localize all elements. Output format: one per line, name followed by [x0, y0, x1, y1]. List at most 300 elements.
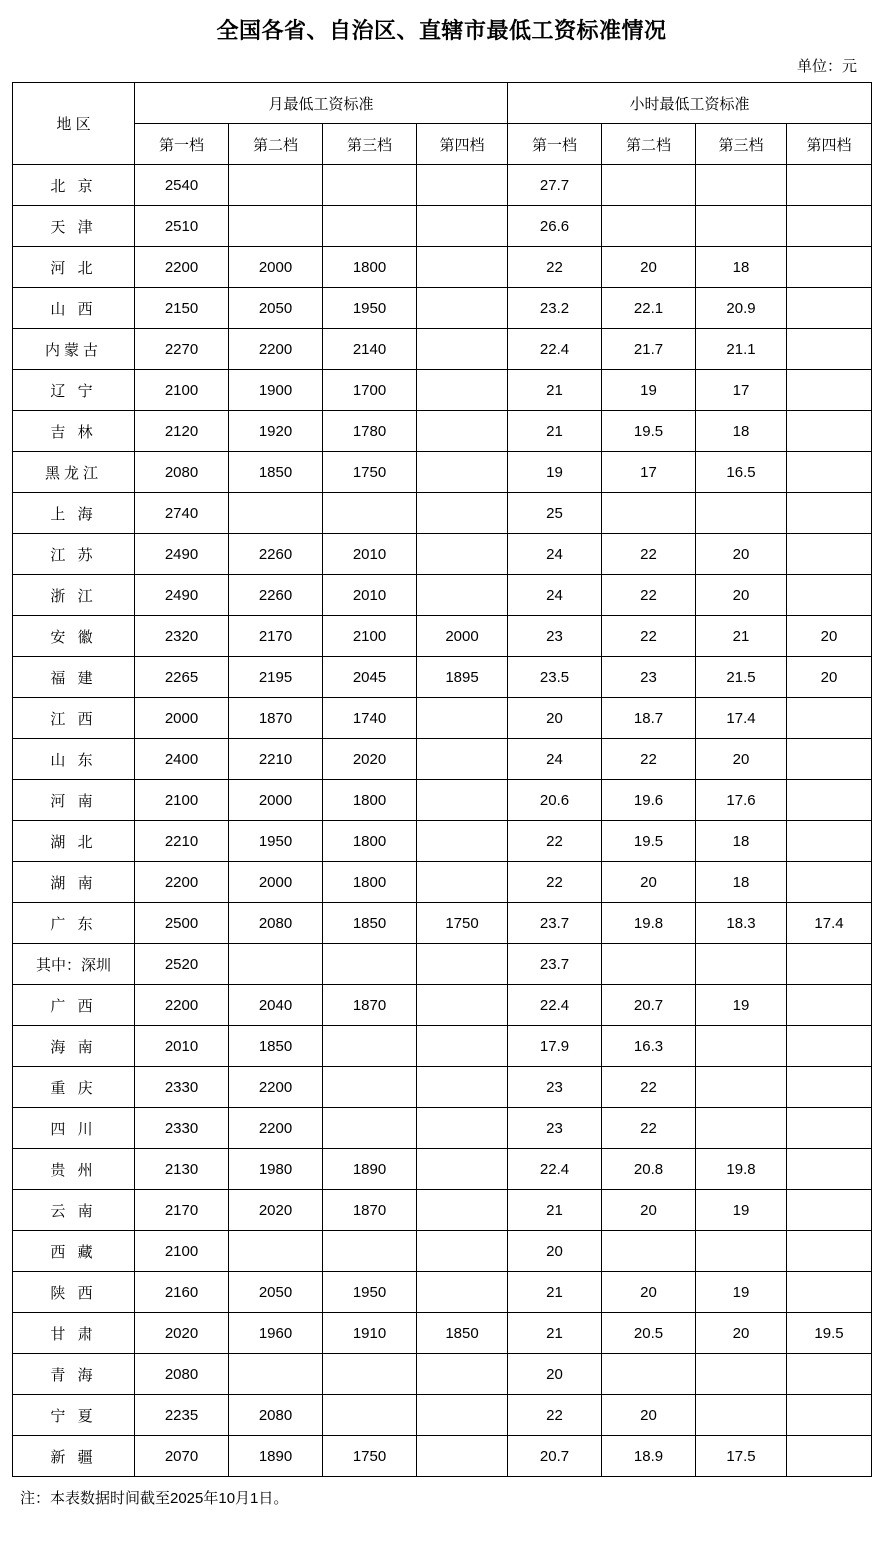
hourly-tier-1-cell: 23: [508, 616, 602, 657]
hourly-tier-2-cell: [602, 206, 696, 247]
monthly-tier-1-cell: 2400: [135, 739, 229, 780]
hourly-tier-2-cell: 19.5: [602, 411, 696, 452]
table-row: [13, 739, 872, 780]
region-cell: 西 藏: [13, 1231, 135, 1272]
region-cell: 陕 西: [13, 1272, 135, 1313]
monthly-tier-4-cell: [417, 1354, 508, 1395]
monthly-tier-4-cell: 1850: [417, 1313, 508, 1354]
monthly-tier-3-cell: 1700: [323, 370, 417, 411]
hourly-tier-3-cell: 18.3: [696, 903, 787, 944]
monthly-tier-1-cell: 2200: [135, 862, 229, 903]
hourly-tier-3-cell: 18: [696, 862, 787, 903]
table-note: 注：本表数据时间截至2025年10月1日。: [20, 1490, 289, 1507]
monthly-tier-3-cell: [323, 1026, 417, 1067]
table-row: [13, 288, 872, 329]
hourly-tier-1-cell: 17.9: [508, 1026, 602, 1067]
monthly-tier-3-cell: 1910: [323, 1313, 417, 1354]
monthly-tier-2-cell: 1960: [229, 1313, 323, 1354]
hourly-tier-3-cell: [696, 493, 787, 534]
region-cell: 广 西: [13, 985, 135, 1026]
monthly-tier-3-cell: [323, 493, 417, 534]
header-hourly-tier-4: 第四档: [787, 124, 872, 165]
region-cell: 湖 北: [13, 821, 135, 862]
monthly-tier-4-cell: [417, 698, 508, 739]
monthly-tier-3-cell: 1870: [323, 1190, 417, 1231]
monthly-tier-2-cell: [229, 165, 323, 206]
hourly-tier-1-cell: 21: [508, 411, 602, 452]
monthly-tier-4-cell: [417, 1067, 508, 1108]
monthly-tier-3-cell: [323, 1354, 417, 1395]
table-row: [13, 1395, 872, 1436]
monthly-tier-2-cell: 2050: [229, 288, 323, 329]
monthly-tier-3-cell: 1800: [323, 780, 417, 821]
table-row: [13, 493, 872, 534]
header-hourly-tier-1: 第一档: [508, 124, 602, 165]
hourly-tier-3-cell: 18: [696, 821, 787, 862]
monthly-tier-3-cell: 2140: [323, 329, 417, 370]
hourly-tier-3-cell: 21.1: [696, 329, 787, 370]
monthly-tier-1-cell: 2540: [135, 165, 229, 206]
monthly-tier-4-cell: [417, 1149, 508, 1190]
hourly-tier-3-cell: [696, 944, 787, 985]
monthly-tier-3-cell: 1870: [323, 985, 417, 1026]
monthly-tier-3-cell: 1950: [323, 288, 417, 329]
hourly-tier-3-cell: [696, 206, 787, 247]
monthly-tier-3-cell: 2100: [323, 616, 417, 657]
hourly-tier-4-cell: [787, 206, 872, 247]
monthly-tier-4-cell: [417, 1190, 508, 1231]
hourly-tier-3-cell: 18: [696, 247, 787, 288]
monthly-tier-4-cell: [417, 1026, 508, 1067]
hourly-tier-4-cell: [787, 165, 872, 206]
monthly-tier-2-cell: [229, 1354, 323, 1395]
monthly-tier-3-cell: 1800: [323, 247, 417, 288]
hourly-tier-1-cell: 24: [508, 575, 602, 616]
hourly-tier-1-cell: 24: [508, 534, 602, 575]
region-cell: 湖 南: [13, 862, 135, 903]
monthly-tier-4-cell: [417, 206, 508, 247]
hourly-tier-4-cell: [787, 1026, 872, 1067]
hourly-tier-2-cell: [602, 165, 696, 206]
table-row: [13, 821, 872, 862]
hourly-tier-4-cell: [787, 329, 872, 370]
hourly-tier-4-cell: 20: [787, 657, 872, 698]
region-cell: 河 北: [13, 247, 135, 288]
hourly-tier-2-cell: 20: [602, 247, 696, 288]
hourly-tier-3-cell: 17.4: [696, 698, 787, 739]
monthly-tier-1-cell: 2510: [135, 206, 229, 247]
hourly-tier-4-cell: [787, 575, 872, 616]
hourly-tier-2-cell: [602, 1354, 696, 1395]
hourly-tier-2-cell: 20: [602, 1395, 696, 1436]
header-monthly-tier-2: 第二档: [229, 124, 323, 165]
monthly-tier-3-cell: [323, 1108, 417, 1149]
monthly-tier-2-cell: 2000: [229, 780, 323, 821]
monthly-tier-1-cell: 2000: [135, 698, 229, 739]
hourly-tier-2-cell: 22: [602, 575, 696, 616]
monthly-tier-3-cell: 2045: [323, 657, 417, 698]
monthly-tier-1-cell: 2100: [135, 780, 229, 821]
monthly-tier-4-cell: 2000: [417, 616, 508, 657]
region-cell: 吉 林: [13, 411, 135, 452]
monthly-tier-1-cell: 2210: [135, 821, 229, 862]
hourly-tier-1-cell: 19: [508, 452, 602, 493]
header-hourly-tier-3: 第三档: [696, 124, 787, 165]
hourly-tier-2-cell: 19: [602, 370, 696, 411]
hourly-tier-2-cell: 21.7: [602, 329, 696, 370]
hourly-tier-3-cell: 20: [696, 1313, 787, 1354]
table-row: [13, 1067, 872, 1108]
hourly-tier-3-cell: 19: [696, 1272, 787, 1313]
hourly-tier-2-cell: 20: [602, 862, 696, 903]
monthly-tier-1-cell: 2010: [135, 1026, 229, 1067]
monthly-tier-2-cell: 2200: [229, 1067, 323, 1108]
hourly-tier-1-cell: 20: [508, 698, 602, 739]
hourly-tier-3-cell: 17.5: [696, 1436, 787, 1477]
hourly-tier-3-cell: [696, 1231, 787, 1272]
hourly-tier-1-cell: 24: [508, 739, 602, 780]
hourly-tier-1-cell: 22: [508, 247, 602, 288]
monthly-tier-1-cell: 2080: [135, 1354, 229, 1395]
monthly-tier-3-cell: [323, 1231, 417, 1272]
monthly-tier-4-cell: [417, 288, 508, 329]
hourly-tier-4-cell: [787, 985, 872, 1026]
table-row: [13, 944, 872, 985]
hourly-tier-1-cell: 25: [508, 493, 602, 534]
monthly-tier-3-cell: [323, 1067, 417, 1108]
hourly-tier-1-cell: 21: [508, 370, 602, 411]
hourly-tier-3-cell: [696, 1354, 787, 1395]
monthly-tier-1-cell: 2100: [135, 1231, 229, 1272]
table-row: [13, 165, 872, 206]
monthly-tier-1-cell: 2150: [135, 288, 229, 329]
hourly-tier-4-cell: [787, 1231, 872, 1272]
hourly-tier-1-cell: 20: [508, 1231, 602, 1272]
hourly-tier-3-cell: 16.5: [696, 452, 787, 493]
table-header: [13, 83, 872, 165]
header-hourly-tier-2: 第二档: [602, 124, 696, 165]
monthly-tier-4-cell: [417, 247, 508, 288]
header-monthly-tier-1: 第一档: [135, 124, 229, 165]
table-row: [13, 1354, 872, 1395]
hourly-tier-1-cell: 22: [508, 821, 602, 862]
region-cell: 新 疆: [13, 1436, 135, 1477]
hourly-tier-2-cell: 22: [602, 534, 696, 575]
monthly-tier-4-cell: [417, 1108, 508, 1149]
monthly-tier-1-cell: 2070: [135, 1436, 229, 1477]
table-row: [13, 247, 872, 288]
hourly-tier-2-cell: [602, 493, 696, 534]
monthly-tier-2-cell: 1980: [229, 1149, 323, 1190]
region-cell: 重 庆: [13, 1067, 135, 1108]
monthly-tier-2-cell: 1920: [229, 411, 323, 452]
monthly-tier-3-cell: 2010: [323, 575, 417, 616]
hourly-tier-4-cell: [787, 1149, 872, 1190]
monthly-tier-1-cell: 2100: [135, 370, 229, 411]
hourly-tier-1-cell: 22.4: [508, 1149, 602, 1190]
monthly-tier-3-cell: 1890: [323, 1149, 417, 1190]
hourly-tier-1-cell: 21: [508, 1313, 602, 1354]
monthly-tier-1-cell: 2130: [135, 1149, 229, 1190]
hourly-tier-3-cell: 20: [696, 575, 787, 616]
monthly-tier-1-cell: 2120: [135, 411, 229, 452]
monthly-tier-1-cell: 2330: [135, 1108, 229, 1149]
monthly-tier-1-cell: 2500: [135, 903, 229, 944]
table-row: [13, 1149, 872, 1190]
monthly-tier-1-cell: 2330: [135, 1067, 229, 1108]
table-row: [13, 862, 872, 903]
region-cell: 山 东: [13, 739, 135, 780]
hourly-tier-3-cell: [696, 165, 787, 206]
hourly-tier-2-cell: 18.7: [602, 698, 696, 739]
hourly-tier-2-cell: 20.5: [602, 1313, 696, 1354]
hourly-tier-4-cell: [787, 534, 872, 575]
hourly-tier-2-cell: 16.3: [602, 1026, 696, 1067]
hourly-tier-1-cell: 23.7: [508, 903, 602, 944]
hourly-tier-4-cell: [787, 1067, 872, 1108]
hourly-tier-1-cell: 21: [508, 1272, 602, 1313]
hourly-tier-1-cell: 27.7: [508, 165, 602, 206]
region-cell: 四 川: [13, 1108, 135, 1149]
hourly-tier-3-cell: 19: [696, 985, 787, 1026]
hourly-tier-1-cell: 20.7: [508, 1436, 602, 1477]
table-row: [13, 985, 872, 1026]
hourly-tier-3-cell: [696, 1026, 787, 1067]
monthly-tier-1-cell: 2160: [135, 1272, 229, 1313]
table-body: [13, 165, 872, 1477]
hourly-tier-1-cell: 22.4: [508, 985, 602, 1026]
hourly-tier-4-cell: [787, 1272, 872, 1313]
hourly-tier-3-cell: [696, 1067, 787, 1108]
minimum-wage-table: [12, 82, 872, 1477]
hourly-tier-4-cell: [787, 944, 872, 985]
hourly-tier-1-cell: 23.7: [508, 944, 602, 985]
hourly-tier-1-cell: 23.2: [508, 288, 602, 329]
region-cell: 河 南: [13, 780, 135, 821]
monthly-tier-2-cell: 2080: [229, 903, 323, 944]
header-group-hourly: 小时最低工资标准: [508, 83, 872, 124]
hourly-tier-2-cell: 22: [602, 1108, 696, 1149]
table-row: [13, 1272, 872, 1313]
hourly-tier-3-cell: 19.8: [696, 1149, 787, 1190]
hourly-tier-1-cell: 21: [508, 1190, 602, 1231]
monthly-tier-3-cell: [323, 206, 417, 247]
hourly-tier-3-cell: 20: [696, 534, 787, 575]
monthly-tier-4-cell: [417, 575, 508, 616]
monthly-tier-2-cell: 2195: [229, 657, 323, 698]
monthly-tier-2-cell: 2210: [229, 739, 323, 780]
monthly-tier-2-cell: 2170: [229, 616, 323, 657]
hourly-tier-3-cell: 17: [696, 370, 787, 411]
monthly-tier-2-cell: 1950: [229, 821, 323, 862]
hourly-tier-4-cell: [787, 780, 872, 821]
monthly-tier-4-cell: [417, 534, 508, 575]
hourly-tier-1-cell: 22.4: [508, 329, 602, 370]
table-row: [13, 1313, 872, 1354]
monthly-tier-4-cell: [417, 944, 508, 985]
hourly-tier-4-cell: [787, 493, 872, 534]
region-cell: 云 南: [13, 1190, 135, 1231]
monthly-tier-2-cell: 1850: [229, 1026, 323, 1067]
hourly-tier-4-cell: [787, 452, 872, 493]
monthly-tier-2-cell: 2040: [229, 985, 323, 1026]
hourly-tier-4-cell: [787, 698, 872, 739]
hourly-tier-4-cell: 19.5: [787, 1313, 872, 1354]
monthly-tier-3-cell: 1800: [323, 862, 417, 903]
monthly-tier-4-cell: [417, 1231, 508, 1272]
hourly-tier-1-cell: 23: [508, 1108, 602, 1149]
monthly-tier-4-cell: [417, 1436, 508, 1477]
table-row: [13, 1436, 872, 1477]
hourly-tier-4-cell: [787, 370, 872, 411]
monthly-tier-4-cell: [417, 821, 508, 862]
region-cell: 江 西: [13, 698, 135, 739]
hourly-tier-2-cell: 19.8: [602, 903, 696, 944]
monthly-tier-4-cell: [417, 780, 508, 821]
monthly-tier-3-cell: 1850: [323, 903, 417, 944]
monthly-tier-2-cell: 2260: [229, 534, 323, 575]
hourly-tier-2-cell: [602, 1231, 696, 1272]
monthly-tier-1-cell: 2270: [135, 329, 229, 370]
monthly-tier-3-cell: 2010: [323, 534, 417, 575]
monthly-tier-1-cell: 2170: [135, 1190, 229, 1231]
monthly-tier-1-cell: 2080: [135, 452, 229, 493]
hourly-tier-4-cell: [787, 411, 872, 452]
monthly-tier-3-cell: 1750: [323, 1436, 417, 1477]
table-row: [13, 452, 872, 493]
monthly-tier-2-cell: 2000: [229, 247, 323, 288]
region-cell: 浙 江: [13, 575, 135, 616]
monthly-tier-1-cell: 2490: [135, 575, 229, 616]
hourly-tier-2-cell: 17: [602, 452, 696, 493]
header-group-monthly: 月最低工资标准: [135, 83, 508, 124]
table-row: [13, 1108, 872, 1149]
monthly-tier-2-cell: 2000: [229, 862, 323, 903]
hourly-tier-4-cell: [787, 739, 872, 780]
monthly-tier-2-cell: 1850: [229, 452, 323, 493]
hourly-tier-1-cell: 22: [508, 862, 602, 903]
hourly-tier-4-cell: 20: [787, 616, 872, 657]
hourly-tier-2-cell: [602, 944, 696, 985]
monthly-tier-1-cell: 2490: [135, 534, 229, 575]
monthly-tier-3-cell: 1750: [323, 452, 417, 493]
hourly-tier-3-cell: 18: [696, 411, 787, 452]
table-row: [13, 575, 872, 616]
monthly-tier-1-cell: 2265: [135, 657, 229, 698]
region-cell: 北 京: [13, 165, 135, 206]
hourly-tier-4-cell: [787, 1395, 872, 1436]
table-header-row-groups: [13, 83, 872, 124]
hourly-tier-4-cell: [787, 821, 872, 862]
region-cell: 江 苏: [13, 534, 135, 575]
hourly-tier-3-cell: 21.5: [696, 657, 787, 698]
hourly-tier-4-cell: [787, 1108, 872, 1149]
monthly-tier-1-cell: 2020: [135, 1313, 229, 1354]
hourly-tier-2-cell: 20: [602, 1272, 696, 1313]
monthly-tier-3-cell: 1800: [323, 821, 417, 862]
hourly-tier-4-cell: [787, 288, 872, 329]
hourly-tier-3-cell: [696, 1108, 787, 1149]
table-row: [13, 698, 872, 739]
region-cell: 海 南: [13, 1026, 135, 1067]
hourly-tier-4-cell: 17.4: [787, 903, 872, 944]
hourly-tier-2-cell: 19.5: [602, 821, 696, 862]
hourly-tier-2-cell: 22: [602, 616, 696, 657]
table-row: [13, 780, 872, 821]
monthly-tier-2-cell: 2050: [229, 1272, 323, 1313]
region-cell: 山 西: [13, 288, 135, 329]
monthly-tier-3-cell: 1780: [323, 411, 417, 452]
hourly-tier-4-cell: [787, 1354, 872, 1395]
hourly-tier-4-cell: [787, 247, 872, 288]
hourly-tier-3-cell: 20.9: [696, 288, 787, 329]
page-title: 全国各省、自治区、直辖市最低工资标准情况: [216, 18, 667, 43]
table-row: [13, 534, 872, 575]
region-cell: 安 徽: [13, 616, 135, 657]
hourly-tier-1-cell: 22: [508, 1395, 602, 1436]
hourly-tier-1-cell: 23.5: [508, 657, 602, 698]
hourly-tier-2-cell: 22: [602, 1067, 696, 1108]
hourly-tier-1-cell: 20.6: [508, 780, 602, 821]
hourly-tier-3-cell: 17.6: [696, 780, 787, 821]
monthly-tier-4-cell: [417, 1272, 508, 1313]
monthly-tier-1-cell: 2520: [135, 944, 229, 985]
monthly-tier-4-cell: [417, 739, 508, 780]
table-row: [13, 616, 872, 657]
unit-label: 单位：元: [796, 58, 857, 75]
hourly-tier-2-cell: 23: [602, 657, 696, 698]
hourly-tier-1-cell: 26.6: [508, 206, 602, 247]
region-cell: 广 东: [13, 903, 135, 944]
table-row: [13, 1231, 872, 1272]
monthly-tier-2-cell: [229, 944, 323, 985]
monthly-tier-4-cell: 1750: [417, 903, 508, 944]
hourly-tier-2-cell: 18.9: [602, 1436, 696, 1477]
region-cell: 宁 夏: [13, 1395, 135, 1436]
hourly-tier-1-cell: 23: [508, 1067, 602, 1108]
monthly-tier-1-cell: 2320: [135, 616, 229, 657]
header-monthly-tier-3: 第三档: [323, 124, 417, 165]
monthly-tier-2-cell: 2020: [229, 1190, 323, 1231]
monthly-tier-3-cell: [323, 944, 417, 985]
monthly-tier-4-cell: [417, 411, 508, 452]
monthly-tier-4-cell: [417, 493, 508, 534]
hourly-tier-2-cell: 20.7: [602, 985, 696, 1026]
table-row: [13, 329, 872, 370]
monthly-tier-2-cell: [229, 493, 323, 534]
region-cell: 辽 宁: [13, 370, 135, 411]
monthly-tier-3-cell: 1950: [323, 1272, 417, 1313]
monthly-tier-2-cell: 1890: [229, 1436, 323, 1477]
region-cell: 青 海: [13, 1354, 135, 1395]
table-row: [13, 370, 872, 411]
monthly-tier-4-cell: [417, 370, 508, 411]
hourly-tier-4-cell: [787, 862, 872, 903]
hourly-tier-2-cell: 20: [602, 1190, 696, 1231]
hourly-tier-3-cell: 21: [696, 616, 787, 657]
monthly-tier-2-cell: [229, 206, 323, 247]
hourly-tier-3-cell: [696, 1395, 787, 1436]
hourly-tier-2-cell: 20.8: [602, 1149, 696, 1190]
monthly-tier-4-cell: [417, 452, 508, 493]
monthly-tier-3-cell: 1740: [323, 698, 417, 739]
monthly-tier-4-cell: [417, 862, 508, 903]
table-row: [13, 1190, 872, 1231]
monthly-tier-4-cell: [417, 165, 508, 206]
header-monthly-tier-4: 第四档: [417, 124, 508, 165]
table-row: [13, 411, 872, 452]
monthly-tier-4-cell: [417, 985, 508, 1026]
